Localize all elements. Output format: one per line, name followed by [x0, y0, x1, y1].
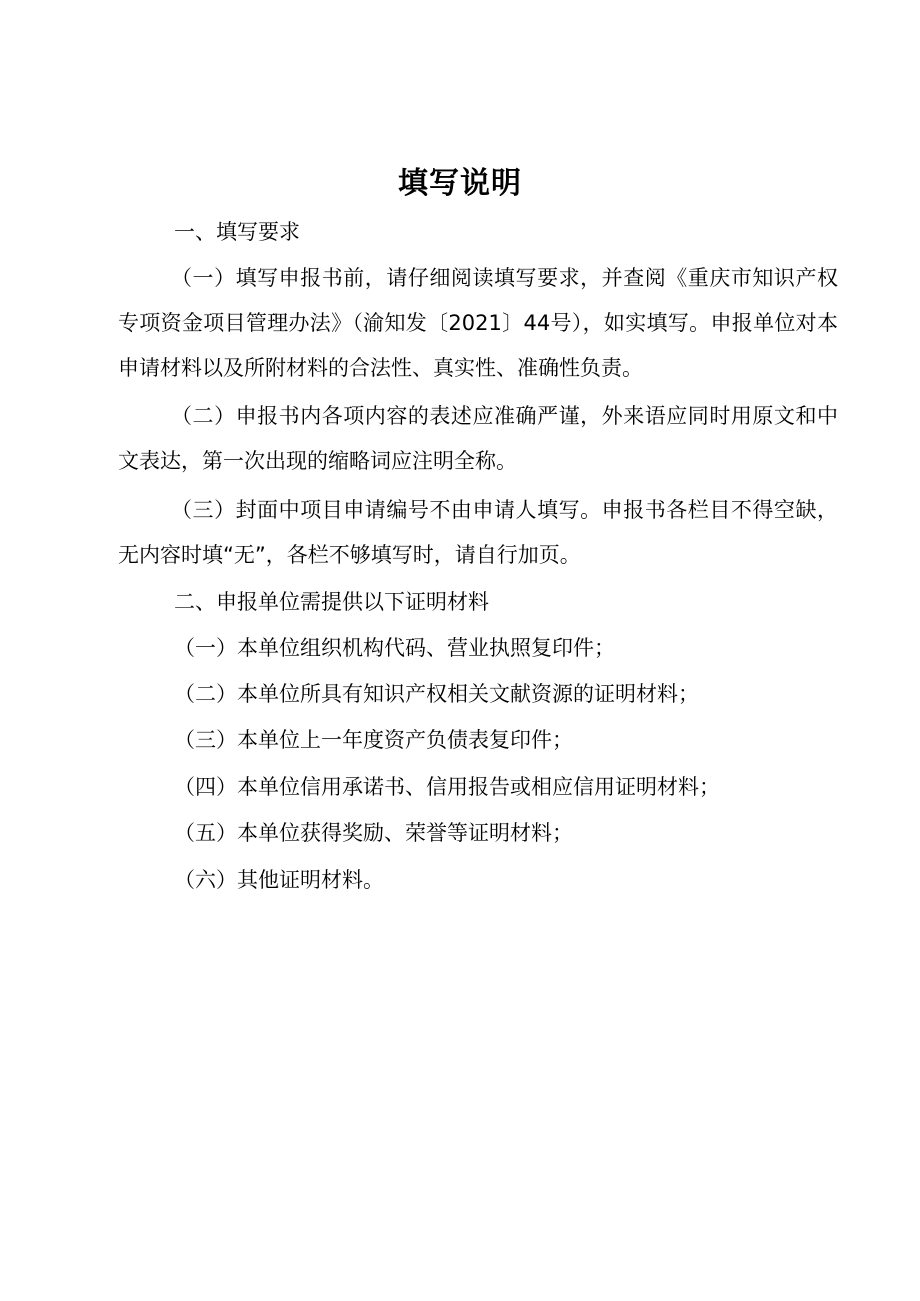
paragraph-requirement-3: （三）封面中项目申请编号不由申请人填写。申报书各栏目不得空缺，无内容时填“无”，各栏不够填写时，请自行加页。: [118, 498, 838, 567]
page-title: 填写说明: [398, 166, 522, 201]
list-item-material-6: （六）其他证明材料。: [174, 868, 384, 892]
section-heading-materials: 二、申报单位需提供以下证明材料: [174, 590, 489, 614]
list-item-material-4: （四）本单位信用承诺书、信用报告或相应信用证明材料；: [174, 775, 720, 799]
list-item-material-5: （五）本单位获得奖励、荣誉等证明材料；: [174, 821, 573, 845]
list-item-material-2: （二）本单位所具有知识产权相关文献资源的证明材料；: [174, 682, 699, 706]
list-item-material-1: （一）本单位组织机构代码、营业执照复印件；: [174, 636, 615, 660]
list-item-material-3: （三）本单位上一年度资产负债表复印件；: [174, 728, 573, 752]
paragraph-requirement-1: （一）填写申报书前，请仔细阅读填写要求，并查阅《重庆市知识产权专项资金项目管理办法》（渝知发〔2021〕44号），如实填写。申报单位对本申请材料以及所附材料的合法性、真实性、准确性负责。: [118, 266, 838, 380]
section-heading-requirements: 一、填写要求: [174, 220, 300, 244]
paragraph-requirement-2: （二）申报书内各项内容的表述应准确严谨，外来语应同时用原文和中文表达，第一次出现的缩略词应注明全称。: [118, 404, 838, 473]
